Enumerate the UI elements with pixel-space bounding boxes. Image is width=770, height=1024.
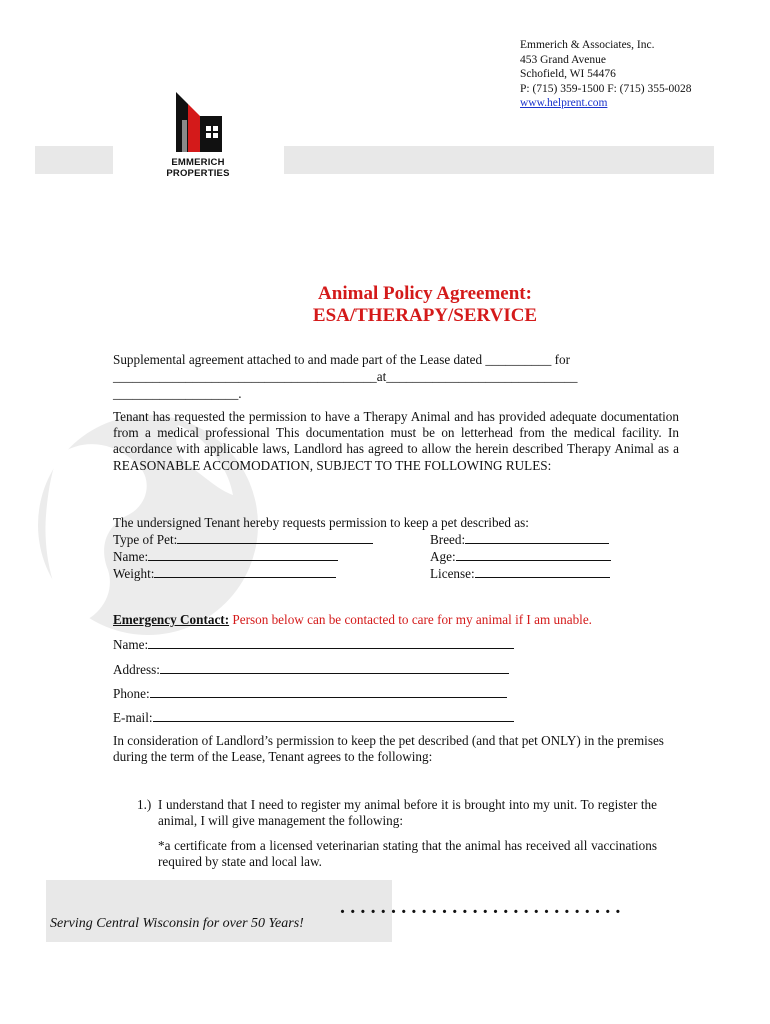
pet-weight-field[interactable] <box>113 565 336 582</box>
rule1-sub: *a certificate from a licensed veterinarian stating that the animal has received all vaccinations required by state and local law. <box>158 838 657 870</box>
rule1-number: 1.) <box>137 797 152 812</box>
emergency-phone-label: Phone: <box>113 686 150 701</box>
company-name: Emmerich & Associates, Inc. <box>520 39 655 51</box>
page-title-line2: ESA/THERAPY/SERVICE <box>312 305 538 326</box>
supplemental-line3: ___________________. <box>113 386 242 401</box>
pet-license-line[interactable] <box>475 565 610 578</box>
pet-breed-line[interactable] <box>465 531 609 544</box>
emergency-phone-field[interactable] <box>113 685 507 702</box>
pet-weight-line[interactable] <box>154 565 336 578</box>
emergency-email-label: E-mail: <box>113 710 153 725</box>
pet-name-line[interactable] <box>148 548 338 561</box>
pet-license-field[interactable] <box>430 565 610 582</box>
pet-breed-field[interactable] <box>430 531 609 548</box>
page-title-line1: Animal Policy Agreement: <box>318 283 532 304</box>
logo-wordmark <box>152 158 244 179</box>
company-website-link[interactable]: www.helprent.com <box>520 97 608 109</box>
company-city: Schofield, WI 54476 <box>520 68 616 80</box>
pet-name-field[interactable] <box>113 548 338 565</box>
emergency-address-label: Address: <box>113 662 160 677</box>
emergency-contact-heading-row <box>113 612 592 628</box>
header-bar-left <box>35 146 113 174</box>
pet-weight-label: Weight: <box>113 566 155 581</box>
logo-line1: EMMERICH <box>171 157 225 168</box>
logo-line2: PROPERTIES <box>166 167 230 179</box>
pet-type-label: Type of Pet: <box>113 532 178 547</box>
emergency-contact-note: Person below can be contacted to care for my animal if I am unable. <box>229 612 592 627</box>
company-phones: P: (715) 359-1500 F: (715) 355-0028 <box>520 82 692 95</box>
company-street: 453 Grand Avenue <box>520 53 607 66</box>
emergency-name-label: Name: <box>113 637 149 652</box>
emergency-name-field[interactable] <box>113 636 514 653</box>
pet-breed-label: Breed: <box>430 532 466 547</box>
pet-type-line[interactable] <box>177 531 373 544</box>
emergency-email-line[interactable] <box>153 709 514 722</box>
emergency-name-line[interactable] <box>148 636 514 649</box>
pet-age-label: Age: <box>430 549 456 564</box>
emergency-email-field[interactable] <box>113 709 514 726</box>
emergency-phone-line[interactable] <box>150 685 507 698</box>
supplemental-line1: Supplemental agreement attached to and made part of the Lease dated __________ for <box>113 352 570 367</box>
pet-type-field[interactable] <box>113 531 373 548</box>
footer-tagline: Serving Central Wisconsin for over 50 Years! <box>50 916 304 931</box>
consideration-paragraph: In consideration of Landlord’s permission to keep the pet described (and that pet ONLY) in the premises during the term of the Lease, Tenant agrees to the following: <box>113 733 664 765</box>
pet-age-line[interactable] <box>456 548 611 561</box>
emergency-contact-heading: Emergency Contact: <box>113 612 230 627</box>
pet-age-field[interactable] <box>430 548 611 565</box>
pet-request-text: The undersigned Tenant hereby requests permission to keep a pet described as: <box>113 515 529 530</box>
pet-license-label: License: <box>430 566 475 581</box>
rule1-text: I understand that I need to register my animal before it is brought into my unit. To register the animal, I will give management the following: <box>158 797 657 829</box>
company-address-block <box>520 38 692 111</box>
emergency-address-line[interactable] <box>160 661 509 674</box>
intro-paragraph: Tenant has requested the permission to have a Therapy Animal and has provided adequate documentation from a medical professional This documentation must be on letterhead from the medical facility. In accordance with applicable laws, Landlord has agreed to allow the herein described Therapy Animal as a REASONABLE ACCOMODATION, SUBJECT TO THE FOLLOWING RULES: <box>113 409 679 473</box>
emergency-address-field[interactable] <box>113 661 509 678</box>
header-bar-right <box>284 146 714 174</box>
supplemental-line2: ________________________________________at_____________________________ <box>113 369 578 384</box>
footer-dots: ............................ <box>340 896 626 918</box>
pet-name-label: Name: <box>113 549 149 564</box>
